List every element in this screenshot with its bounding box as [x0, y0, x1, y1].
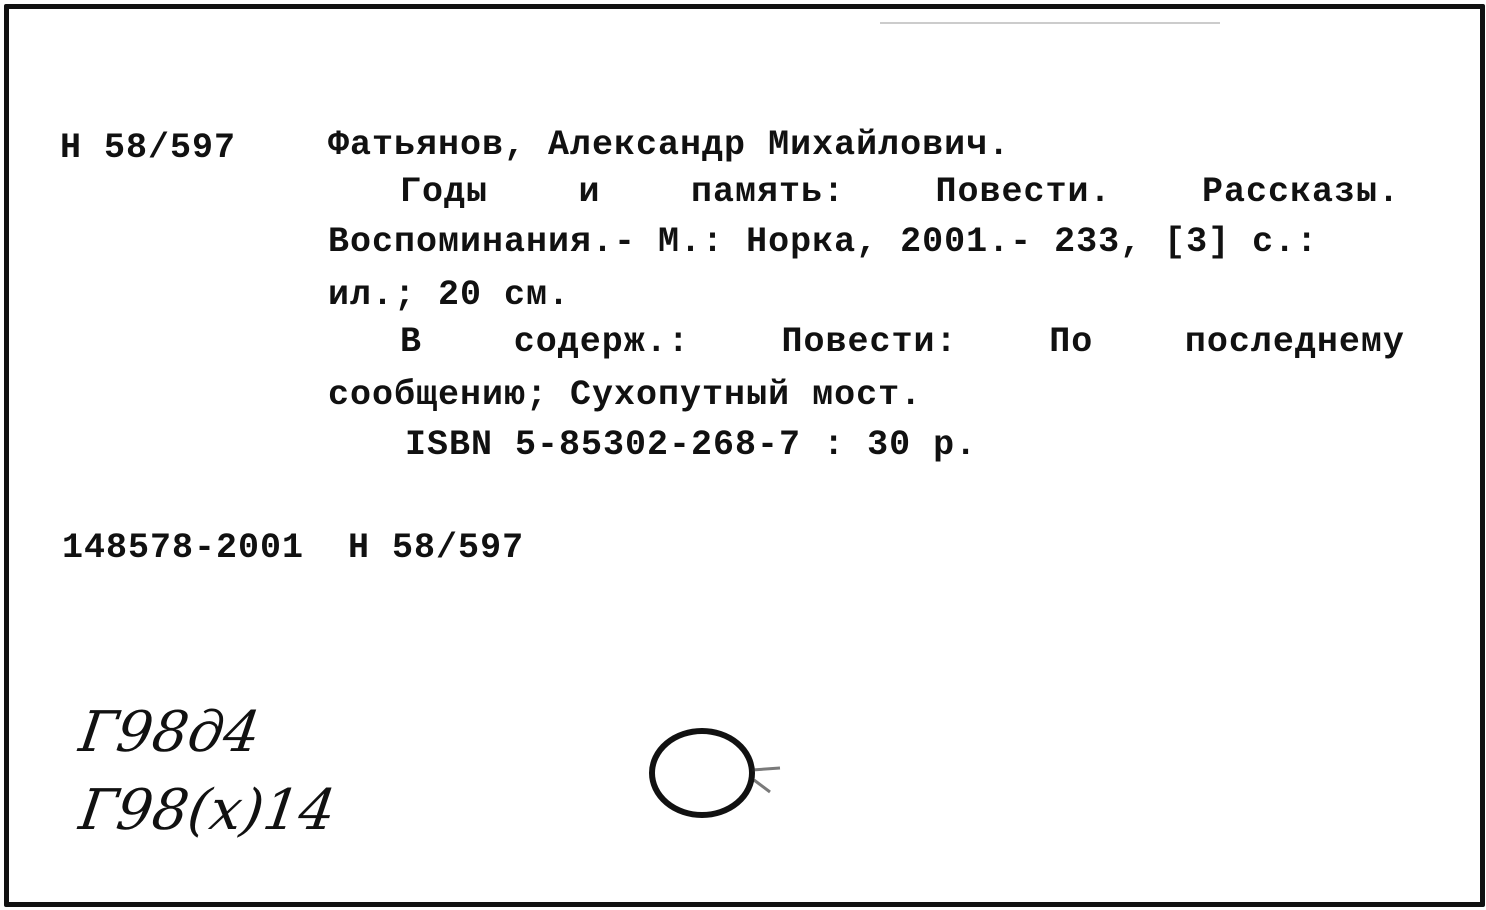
- contents-word: содерж.:: [513, 322, 690, 362]
- contents-line-1: [400, 322, 1405, 362]
- contents-line-2: сообщению; Сухопутный мост.: [328, 375, 923, 415]
- contents-word: Повести:: [781, 322, 958, 362]
- handwritten-note-2: Г98(х)14: [75, 778, 340, 843]
- shelfmark: Н 58/597: [60, 128, 237, 168]
- punch-hole-icon: [640, 720, 800, 830]
- contents-word: По: [1049, 322, 1094, 362]
- isbn-line: ISBN 5-85302-268-7 : 30 р.: [405, 425, 978, 465]
- scan-speck: [880, 22, 1220, 24]
- contents-word: последнему: [1184, 322, 1405, 362]
- title-word: и: [578, 172, 601, 212]
- title-line-1: [400, 172, 1400, 212]
- title-line-2: Воспоминания.- М.: Норка, 2001.- 233, [3] с.:: [328, 222, 1319, 262]
- title-word: Рассказы.: [1201, 172, 1400, 212]
- title-word: Годы: [400, 172, 489, 212]
- accession-number: 148578-2001 Н 58/597: [62, 528, 525, 568]
- title-word: Повести.: [935, 172, 1112, 212]
- title-word: память:: [690, 172, 845, 212]
- author-line: Фатьянов, Александр Михайлович.: [328, 125, 1011, 165]
- title-line-3: ил.; 20 см.: [328, 275, 571, 315]
- contents-word: В: [400, 322, 423, 362]
- handwritten-note-1: Г98д4: [75, 700, 265, 765]
